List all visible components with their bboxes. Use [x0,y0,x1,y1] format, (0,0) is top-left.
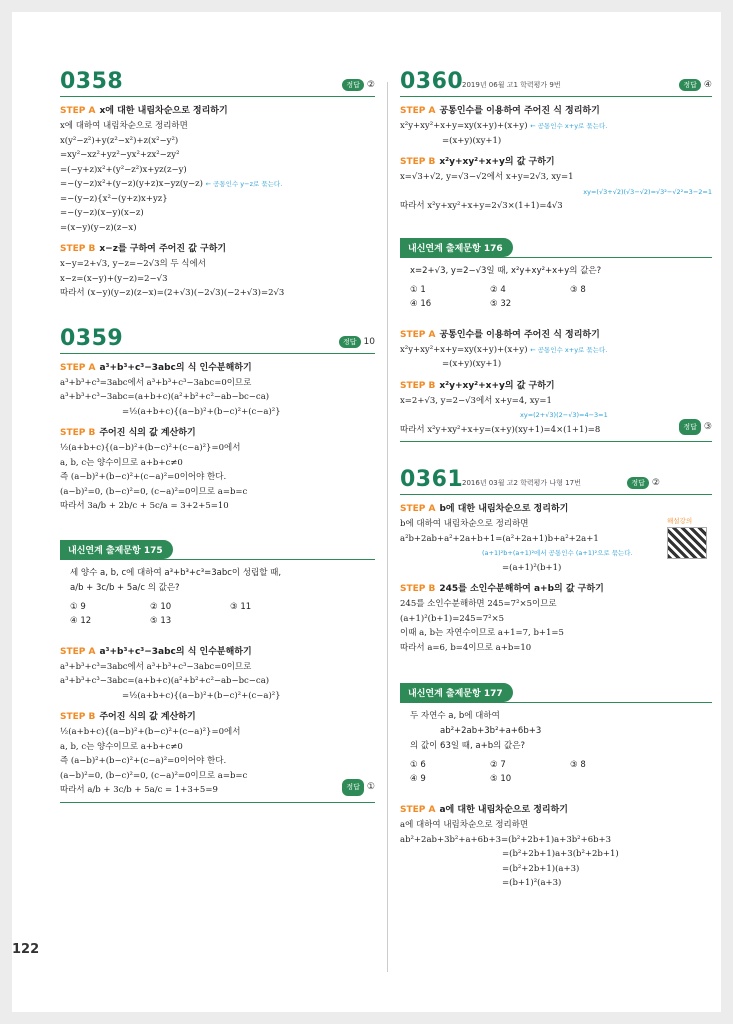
related-title: 내신연계 출제문항 176 [400,238,513,257]
source-meta: 2019년 06월 고1 학력평가 9번 [462,81,561,89]
page-number: 122 [12,942,40,957]
hint-note: (a+1)²b+(a+1)²에서 공통인수 (a+1)²으로 묶는다. [482,549,633,557]
solution-line: 따라서 (x−y)(y−z)(z−x)=(2+√3)(−2√3)(−2+√3)=2√3 [60,288,285,298]
solution-line: 따라서 x²y+xy²+x+y=(x+y)(xy+1)=4×(1+1)=8 정답 ③ [400,423,712,438]
solution-line: x−y=2+√3, y−z=−2√3의 두 식에서 [60,259,206,269]
solution-line: =−(y−z)(x−y)(x−z) [60,208,144,218]
hint-line [400,185,712,200]
choice: ⑤ 10 [490,774,512,784]
solution-line: =(x+y)(xy+1) [442,135,502,146]
solution-line: ½(a+b+c){(a−b)²+(b−c)²+(c−a)²}=0에서 [60,727,241,737]
choice: ④ 16 [410,298,432,309]
solution-line: 245를 소인수분해하면 245=7²×5이므로 [400,599,557,609]
answer-badge: 정답 ① [342,779,375,796]
question-line: 세 양수 a, b, c에 대하여 a³+b³+c³=3abc이 성립할 때, [70,567,282,578]
problem-number: 0360 [400,69,464,94]
solution-line: (a+1)²(b+1)=245=7²×5 [400,613,505,624]
hint-note: xy=(√3+√2)(√3−√2)=√3²−√2²=3−2=1 [583,187,712,196]
solution-line: x²y+xy²+x+y=xy(x+y)+(x+y) ← 공통인수 x+y로 묶는다. [400,344,608,355]
solution-line: 따라서 3a/b + 2b/c + 5c/a = 3+2+5=10 [60,501,229,511]
solution-line: a³+b³+c³=3abc에서 a³+b³+c³−3abc=0이므로 [60,377,252,388]
question-line: a/b + 3c/b + 5a/c 의 값은? [70,582,180,593]
choice: ③ 8 [570,760,586,770]
problem-0360-header [400,70,712,97]
step-b-heading: STEP B x²y+xy²+x+y의 값 구하기 [400,157,555,167]
related-problem-175 [60,538,375,803]
solution-line: x²y+xy²+x+y=xy(x+y)+(x+y) ← 공통인수 x+y로 묶는다. [400,121,608,131]
solution-line: 이때 a, b는 자연수이므로 a+1=7, b+1=5 [400,628,564,638]
solution-line: a에 대하여 내림차순으로 정리하면 [400,820,529,830]
choice: ③ 8 [570,284,586,295]
hint-note: ← 공통인수 x+y로 묶는다. [530,122,608,130]
problem-0361-header [400,468,712,495]
step-b-heading: STEP B 주어진 식의 값 계산하기 [60,712,196,722]
solution-line: (a−b)²=0, (b−c)²=0, (c−a)²=0이므로 a=b=c [60,486,248,497]
solution-line: a³+b³+c³=3abc에서 a³+b³+c³−3abc=0이므로 [60,661,252,672]
choice: ② 7 [490,760,506,770]
solution-line: x(y²−z²)+y(z²−x²)+z(x²−y²) [60,135,179,146]
step-a-heading: STEP A a에 대한 내림차순으로 정리하기 [400,805,568,815]
solution-line: b에 대하여 내림차순으로 정리하면 [400,519,529,529]
solution-line: a²b+2ab+a²+2a+b+1=(a²+2a+1)b+a²+2a+1 [400,533,599,544]
answer-badge: 정답 10 [339,336,375,348]
question-line: x=2+√3, y=2−√3일 때, x²y+xy²+x+y의 값은? [410,265,602,276]
solution-line: x=2+√3, y=2−√3에서 x+y=4, xy=1 [400,395,552,406]
choice: ① 1 [410,284,426,295]
solution-line: x−z=(x−y)+(y−z)=2−√3 [60,273,168,284]
choice: ③ 11 [230,601,252,612]
answer-badge: 정답 ③ [679,419,712,436]
solution-line: =(b+1)²(a+3) [502,878,562,888]
step-b-heading: STEP B 245를 소인수분해하여 a+b의 값 구하기 [400,584,604,594]
solution-line: =(−y+z)x²+(y²−z²)x+yz(z−y) [60,164,187,175]
hint-line [400,546,712,561]
related-title: 내신연계 출제문항 175 [60,540,173,559]
solution-line: =(x+y)(xy+1) [442,359,502,369]
qr-label: 해설강의 [667,517,693,525]
related-problem-177 [400,681,712,891]
solution-line: (a−b)²=0, (b−c)²=0, (c−a)²=0이므로 a=b=c [60,770,248,781]
choices [410,283,704,311]
choice: ⑤ 32 [490,298,512,309]
step-a-heading: STEP A a³+b³+c³−3abc의 식 인수분해하기 [60,362,252,373]
answer-badge: 정답 ④ [679,79,712,91]
answer-badge: 정답 ② [627,477,660,489]
column-divider [387,82,388,972]
question-line: 의 값이 63일 때, a+b의 값은? [410,741,525,751]
solution-line: ½(a+b+c){(a−b)²+(b−c)²+(c−a)²}=0에서 [60,443,241,453]
solution-line: 따라서 a=6, b=4이므로 a+b=10 [400,642,532,653]
solution-line: =(a+1)²(b+1) [502,562,562,573]
step-a-heading: STEP A x에 대한 내림차순으로 정리하기 [60,106,228,116]
problem-number: 0358 [60,69,124,94]
solution-line: 따라서 x²y+xy²+x+y=2√3×(1+1)=4√3 [400,201,563,211]
related-title: 내신연계 출제문항 177 [400,683,513,702]
solution-line: =−(y−z)x²+(y−z)(y+z)x−yz(y−z) ← 공통인수 y−z로 묶는다. [60,179,283,189]
related-end-rule [60,802,375,803]
hint-line [400,408,712,423]
solution-line: =(x−y)(y−z)(z−x) [60,222,137,233]
source-meta: 2016년 03월 고2 학력평가 나형 17번 [462,479,581,487]
hint-note: ← 공통인수 y−z로 묶는다. [205,180,283,188]
related-box [60,559,375,634]
problem-0358-header [60,70,375,97]
solution-line: =xy²−xz²+yz²−yx²+zx²−zy² [60,150,180,160]
solution-line: =(b²+2b+1)a+3(b²+2b+1) [502,849,619,859]
step-a-heading: STEP A 공통인수를 이용하여 주어진 식 정리하기 [400,106,600,116]
question-line: ab²+2ab+3b²+a+6b+3 [440,726,542,736]
page [12,12,721,1012]
step-a-heading: STEP A 공통인수를 이용하여 주어진 식 정리하기 [400,329,600,340]
choices [410,758,704,786]
related-box [400,702,712,792]
problem-0359-header [60,327,375,354]
choice: ① 9 [70,601,86,612]
step-b-heading: STEP B x−z를 구하여 주어진 값 구하기 [60,244,227,254]
choice: ④ 12 [70,615,92,626]
solution-line: =½(a+b+c){(a−b)²+(b−c)²+(c−a)²} [122,690,281,701]
answer-badge: 정답 ② [342,79,375,91]
choice: ④ 9 [410,774,426,784]
qr-code-icon[interactable] [667,527,707,559]
solution-line: =(b²+2b+1)(a+3) [502,863,580,874]
solution-line: 즉 (a−b)²+(b−c)²+(c−a)²=0이어야 한다. [60,472,227,482]
step-b-heading: STEP B x²y+xy²+x+y의 값 구하기 [400,380,555,391]
right-column [400,70,712,891]
related-end-rule [400,441,712,442]
solution-line: x=√3+√2, y=√3−√2에서 x+y=2√3, xy=1 [400,172,574,182]
solution-line: 즉 (a−b)²+(b−c)²+(c−a)²=0이어야 한다. [60,756,227,766]
problem-number: 0361 [400,467,464,492]
choices [70,600,367,628]
solution-line: a, b, c는 양수이므로 a+b+c≠0 [60,741,183,752]
solution-line: a, b, c는 양수이므로 a+b+c≠0 [60,457,183,468]
solution-line: =½(a+b+c){(a−b)²+(b−c)²+(c−a)²} [122,406,281,417]
solution-line: a³+b³+c³−3abc=(a+b+c)(a²+b²+c²−ab−bc−ca) [60,676,270,686]
step-b-heading: STEP B 주어진 식의 값 계산하기 [60,428,196,438]
solution-line: a³+b³+c³−3abc=(a+b+c)(a²+b²+c²−ab−bc−ca) [60,392,270,402]
left-column [60,70,375,803]
step-a-heading: STEP A a³+b³+c³−3abc의 식 인수분해하기 [60,646,252,657]
question-line: 두 자연수 a, b에 대하여 [410,711,500,721]
choice: ② 4 [490,284,506,295]
choice: ⑤ 13 [150,615,172,626]
solution-line: 따라서 a/b + 3c/b + 5a/c = 1+3+5=9 정답 ① [60,783,375,798]
choice: ① 6 [410,760,426,770]
solution-line: =−(y−z){x²−(y+z)x+yz} [60,193,168,204]
hint-note: ← 공통인수 x+y로 묶는다. [530,345,608,354]
choice: ② 10 [150,601,172,612]
solution-line: ab²+2ab+3b²+a+6b+3=(b²+2b+1)a+3b²+6b+3 [400,834,612,845]
solution-line: x에 대하여 내림차순으로 정리하면 [60,121,188,131]
step-a-heading: STEP A b에 대한 내림차순으로 정리하기 [400,504,569,514]
related-box [400,257,712,317]
related-problem-176 [400,236,712,443]
problem-number: 0359 [60,325,124,351]
hint-note: xy=(2+√3)(2−√3)=4−3=1 [520,411,608,419]
